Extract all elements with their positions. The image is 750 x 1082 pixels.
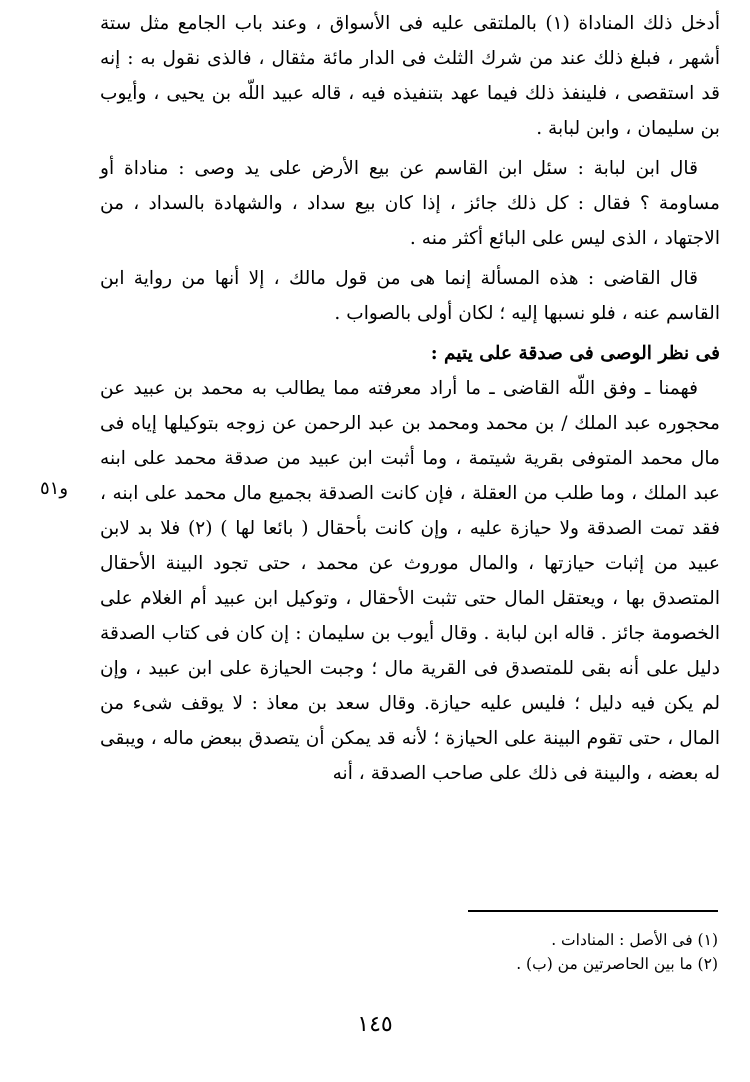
page-number: ١٤٥ (357, 1012, 393, 1037)
paragraph-4: فهمنا ـ وفق اللّه القاضى ـ ما أراد معرفته مما يطالب به محمد بن عبيد عن محجوره عبد الملك / بن محمد ومحمد بن عبد الرحمن عن زوجه بتوكيلها إياه فى مال محمد المتوفى بقرية شيتمة ، وما أثبت ابن عبيد من صدقة محمد على ابنه عبد الملك ، وما طلب من العقلة ، فإن كانت الصدقة بجميع مال محمد على ابنه ، فقد تمت الصدقة ولا حيازة عليه ، وإن كانت بأحقال ( بائعا لها ) (٢) فلا بد لابن عبيد من إثبات حيازتها ، والمال موروث عن محمد ، حتى تجود البينة الأحقال المتصدق بها ، ويعتقل المال حتى تثبت الأحقال ، وتوكيل ابن عبيد أم الغلام على الخصومة جائز . قاله ابن لبابة . وقال أيوب بن سليمان : إن كان فى كتاب الصدقة دليل على أنه بقى للمتصدق فى القرية مال ؛ وجبت الحيازة على ابن عبيد ، وإن لم يكن فيه دليل ؛ فليس عليه حيازة. وقال سعد بن معاذ : لا يوقف شىء من المال ، حتى تقوم البينة على الحيازة ؛ لأنه قد يمكن أن يتصدق ببعض ماله ، ويبقى له بعضه ، والبينة فى ذلك على صاحب الصدقة ، أنه (100, 378, 720, 784)
paragraph-2: قال ابن لبابة : سئل ابن القاسم عن بيع الأرض على يد وصى : مناداة أو مساومة ؟ فقال : كل ذلك جائز ، إذا كان بيع سداد ، والشهادة بالسداد ، من الاجتهاد ، الذى ليس على البائع أكثر منه . (100, 158, 720, 249)
main-text (100, 6, 720, 796)
section-heading: فى نظر الوصى فى صدقة على يتيم : (430, 343, 720, 364)
footnote-divider (468, 910, 718, 912)
paragraph-3: قال القاضى : هذه المسألة إنما هى من قول مالك ، إلا أنها من رواية ابن القاسم عنه ، فلو نسبها إليه ؛ لكان أولى بالصواب . (100, 268, 720, 324)
footnote-1: (١) فى الأصل : المنادات . (551, 931, 718, 949)
margin-folio-note: و٥١ (40, 478, 69, 499)
footnotes (300, 928, 718, 976)
footnote-2: (٢) ما بين الحاصرتين من (ب) . (516, 955, 718, 973)
paragraph-1: أدخل ذلك المناداة (١) بالملتقى عليه فى الأسواق ، وعند باب الجامع مثل ستة أشهر ، فبلغ ذلك عند من شرك الثلث فى الدار مائة مثقال ، فالذى نقول به : إنه قد استقصى ، فلينفذ ذلك فيما عهد بتنفيذه فيه ، قاله عبيد اللّه بن يحيى ، وأيوب بن سليمان ، وابن لبابة . (100, 13, 720, 139)
